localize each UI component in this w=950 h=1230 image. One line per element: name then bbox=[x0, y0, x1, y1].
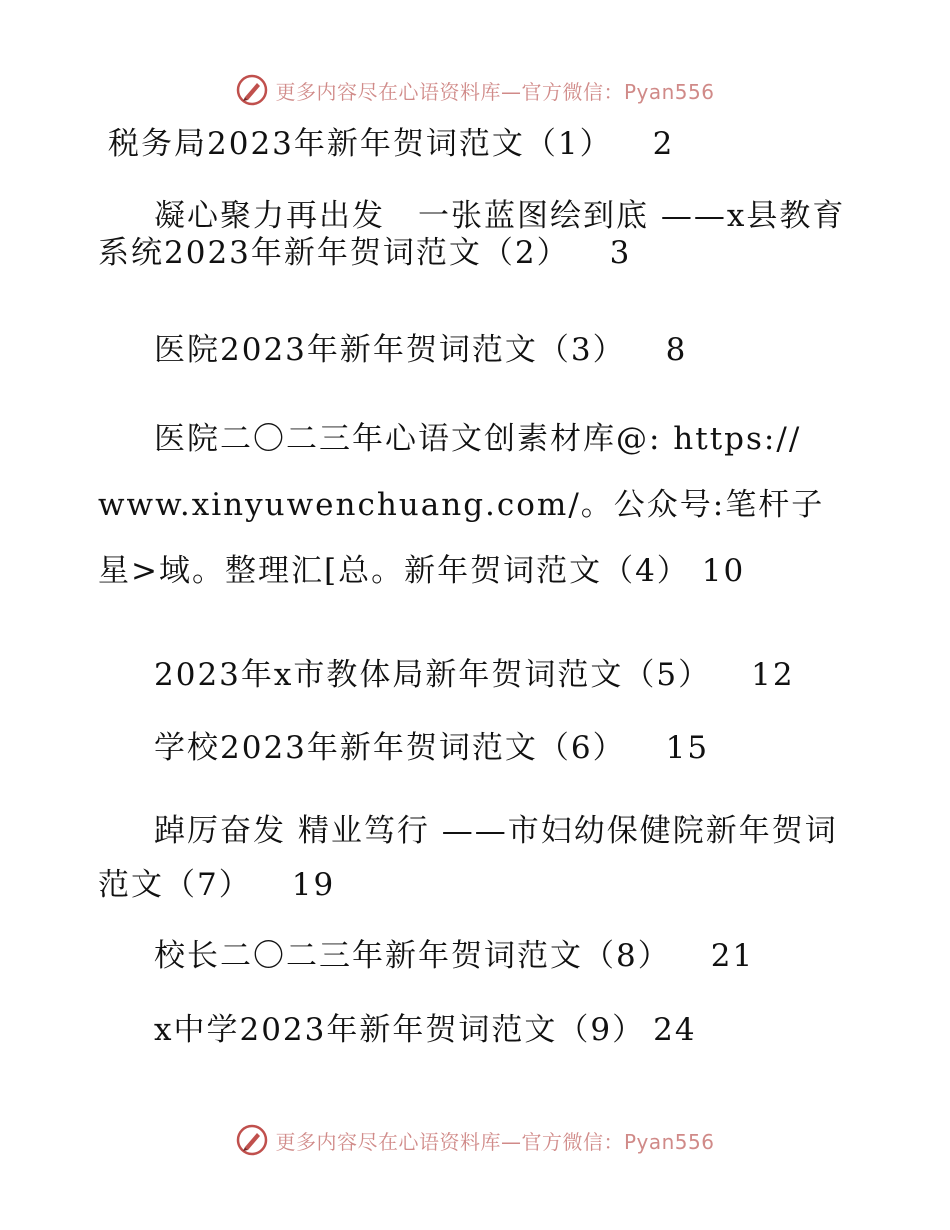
toc-entry-title: 医院二〇二三年心语文创素材库@: https://www.xinyuwenchuang.com/。公众号:笔杆子星>域。整理汇[总。新年贺词范文（4） bbox=[98, 421, 825, 589]
toc-entry[interactable] bbox=[98, 938, 754, 975]
toc-entry-page: 10 bbox=[701, 553, 746, 589]
toc-entry-title: 税务局2023年新年贺词范文（1） bbox=[108, 126, 613, 162]
footer-banner bbox=[0, 1120, 950, 1160]
toc-entry[interactable] bbox=[108, 126, 674, 163]
toc-entry-page: 3 bbox=[609, 235, 632, 271]
toc-entry-title: 校长二〇二三年新年贺词范文（8） bbox=[154, 938, 671, 974]
toc-entry-page: 2 bbox=[652, 126, 675, 162]
toc-entry-title: 踔厉奋发 精业笃行 ——市妇幼保健院新年贺词范文（7） bbox=[98, 813, 838, 903]
toc-entry-title: 学校2023年新年贺词范文（6） bbox=[154, 730, 626, 766]
toc-entry[interactable] bbox=[98, 804, 858, 912]
toc-entry[interactable] bbox=[98, 730, 709, 767]
toc-entry[interactable] bbox=[98, 657, 795, 694]
toc-entry-title: 2023年x市教体局新年贺词范文（5） bbox=[154, 657, 712, 693]
toc-entry[interactable] bbox=[98, 198, 858, 272]
toc-entry-page: 12 bbox=[751, 657, 795, 693]
toc-entry[interactable] bbox=[98, 406, 828, 604]
toc-entry-page: 15 bbox=[665, 730, 710, 766]
toc-entry-title: x中学2023年新年贺词范文（9） bbox=[154, 1012, 646, 1048]
header-banner bbox=[0, 70, 950, 110]
toc-entry-page: 8 bbox=[665, 332, 688, 368]
toc-entry-page: 24 bbox=[653, 1012, 697, 1048]
toc-entry-page: 19 bbox=[291, 867, 336, 903]
toc-entry-title: 医院2023年新年贺词范文（3） bbox=[154, 332, 626, 368]
header-banner-text: 更多内容尽在心语资料库—官方微信：Pyan556 bbox=[275, 79, 715, 104]
toc-entry-title: 凝心聚力再出发 一张蓝图绘到底 ——x县教育系统2023年新年贺词范文（2） bbox=[98, 198, 846, 271]
pen-logo-icon bbox=[235, 73, 269, 107]
toc-entry[interactable] bbox=[98, 332, 687, 369]
pen-logo-icon bbox=[235, 1123, 269, 1157]
toc-entry-page: 21 bbox=[710, 938, 755, 974]
footer-banner-text: 更多内容尽在心语资料库—官方微信：Pyan556 bbox=[275, 1129, 715, 1154]
toc-entry[interactable] bbox=[98, 1012, 697, 1049]
